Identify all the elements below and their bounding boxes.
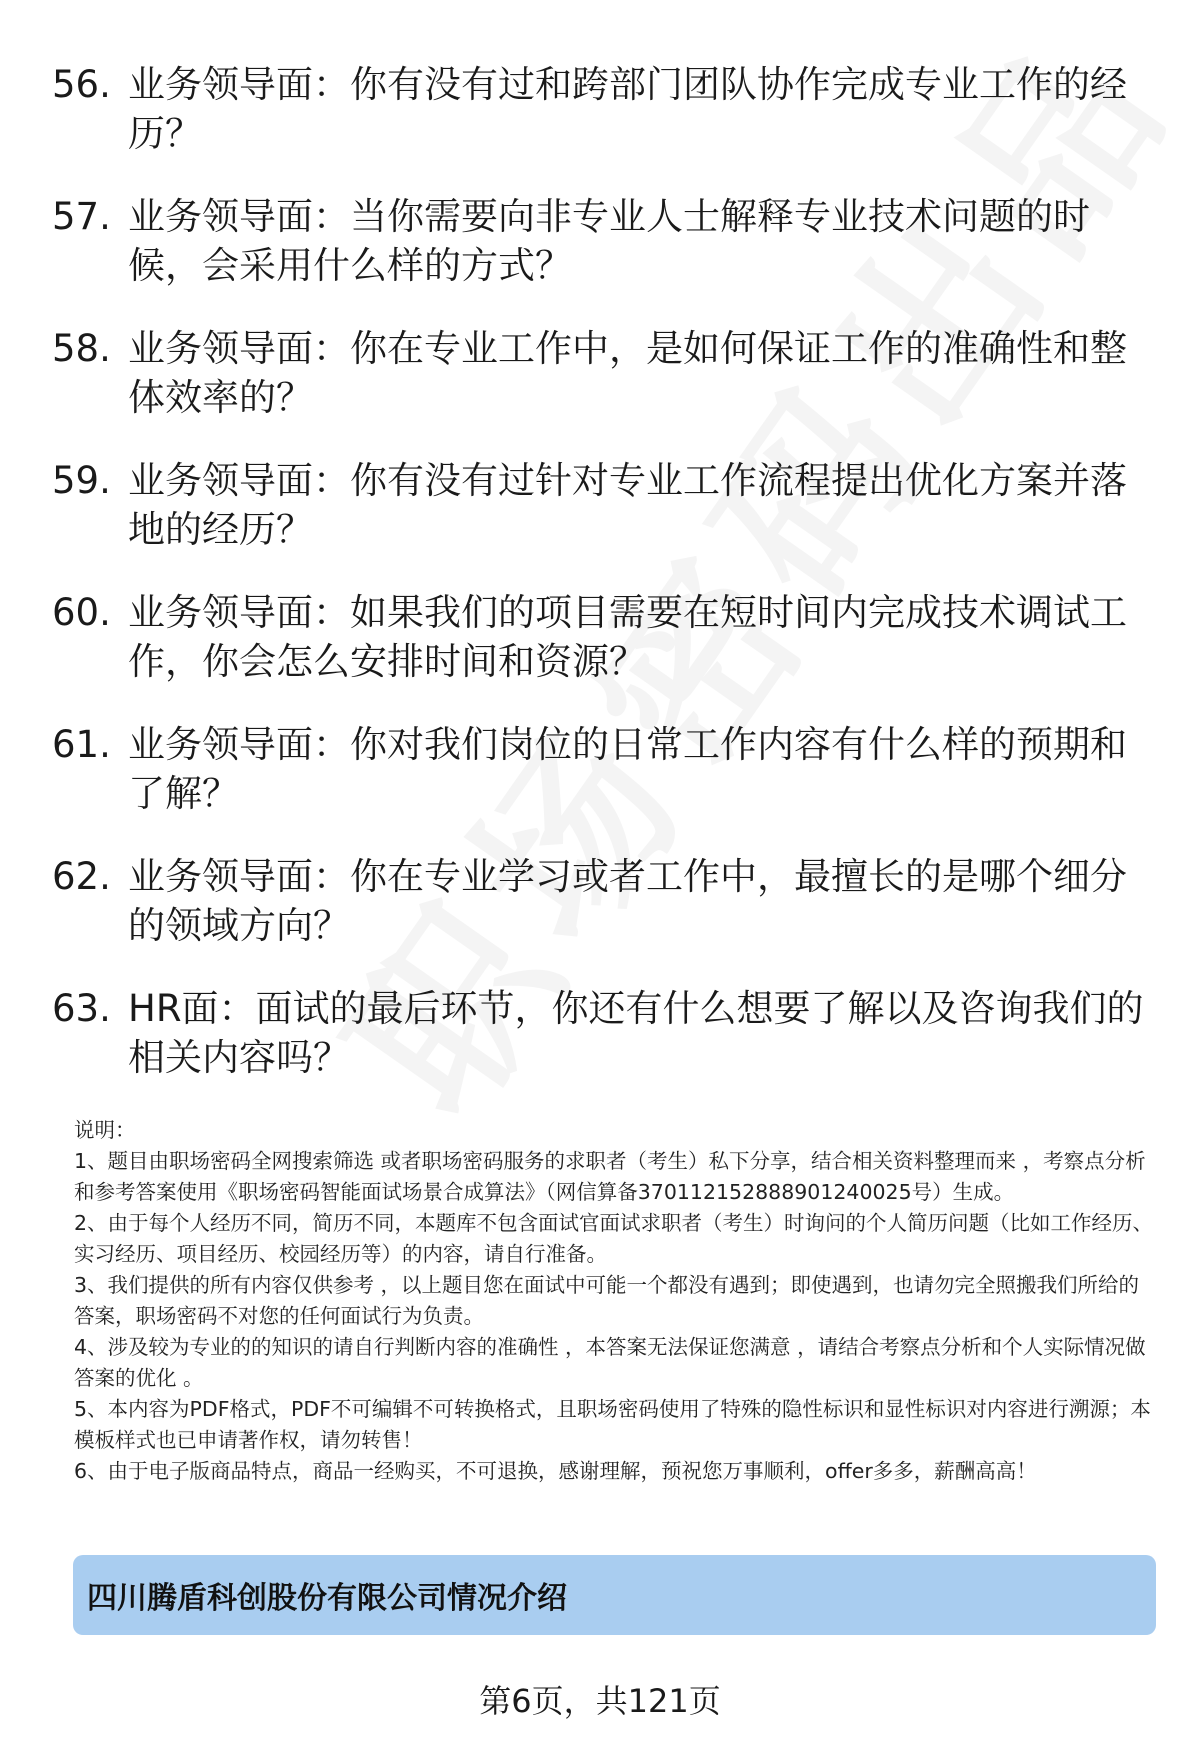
question-number: 59. bbox=[52, 459, 111, 502]
note-item: 3、我们提供的所有内容仅供参考 ，以上题目您在面试中可能一个都没有遇到；即使遇到，也请勿完全照搬我们所给的答案，职场密码不对您的任何面试行为负责。 bbox=[74, 1273, 1140, 1328]
question-number: 61. bbox=[52, 723, 111, 766]
note-item: 4、涉及较为专业的的知识的请自行判断内容的准确性 ，本答案无法保证您满意 ，请结合考察点分析和个人实际情况做答案的优化 。 bbox=[74, 1335, 1146, 1390]
question-number: 63. bbox=[52, 987, 111, 1030]
page-footer: 第6页，共121页 bbox=[479, 1682, 721, 1720]
question-item bbox=[0, 984, 1200, 1116]
note-item: 6、由于电子版商品特点，商品一经购买，不可退换，感谢理解，预祝您万事顺利，offer多多，薪酬高高！ bbox=[74, 1459, 1037, 1483]
question-text: 业务领导面：你有没有过和跨部门团队协作完成专业工作的经历？ bbox=[128, 63, 1127, 155]
question-number: 62. bbox=[52, 855, 111, 898]
question-text: 业务领导面：你在专业学习或者工作中，最擅长的是哪个细分的领域方向？ bbox=[128, 855, 1127, 947]
question-number: 60. bbox=[52, 591, 111, 634]
question-number: 57. bbox=[52, 195, 111, 238]
question-item bbox=[0, 60, 1200, 192]
company-section-title: 四川腾盾科创股份有限公司情况介绍 bbox=[87, 1581, 567, 1616]
note-item: 2、由于每个人经历不同，简历不同，本题库不包含面试官面试求职者（考生）时询问的个人简历问题（比如工作经历、实习经历、项目经历、校园经历等）的内容，请自行准备。 bbox=[74, 1211, 1154, 1266]
question-list bbox=[0, 60, 1200, 1116]
question-text: 业务领导面：当你需要向非专业人士解释专业技术问题的时候，会采用什么样的方式？ bbox=[128, 195, 1090, 287]
note-item: 5、本内容为PDF格式，PDF不可编辑不可转换格式，且职场密码使用了特殊的隐性标识和显性标识对内容进行溯源；本模板样式也已申请著作权，请勿转售！ bbox=[74, 1397, 1151, 1452]
company-section-header bbox=[73, 1555, 1156, 1635]
question-number: 56. bbox=[52, 63, 111, 106]
question-item bbox=[0, 324, 1200, 456]
question-item bbox=[0, 852, 1200, 984]
question-number: 58. bbox=[52, 327, 111, 370]
notes-title: 说明： bbox=[74, 1118, 136, 1142]
question-item bbox=[0, 588, 1200, 720]
note-item: 1、题目由职场密码全网搜索筛选 或者职场密码服务的求职者（考生）私下分享，结合相关资料整理而来 ，考察点分析和参考答案使用《职场密码智能面试场景合成算法》（网信算备370112152888901240025号）生成。 bbox=[74, 1149, 1146, 1204]
question-text: HR面：面试的最后环节，你还有什么想要了解以及咨询我们的相关内容吗？ bbox=[128, 987, 1144, 1079]
question-text: 业务领导面：你对我们岗位的日常工作内容有什么样的预期和了解？ bbox=[128, 723, 1127, 815]
question-item bbox=[0, 456, 1200, 588]
question-text: 业务领导面：如果我们的项目需要在短时间内完成技术调试工作，你会怎么安排时间和资源？ bbox=[128, 591, 1127, 683]
question-text: 业务领导面：你有没有过针对专业工作流程提出优化方案并落地的经历？ bbox=[128, 459, 1127, 551]
question-item bbox=[0, 192, 1200, 324]
notes-section bbox=[74, 1115, 1154, 1487]
question-item bbox=[0, 720, 1200, 852]
question-text: 业务领导面：你在专业工作中，是如何保证工作的准确性和整体效率的？ bbox=[128, 327, 1127, 419]
